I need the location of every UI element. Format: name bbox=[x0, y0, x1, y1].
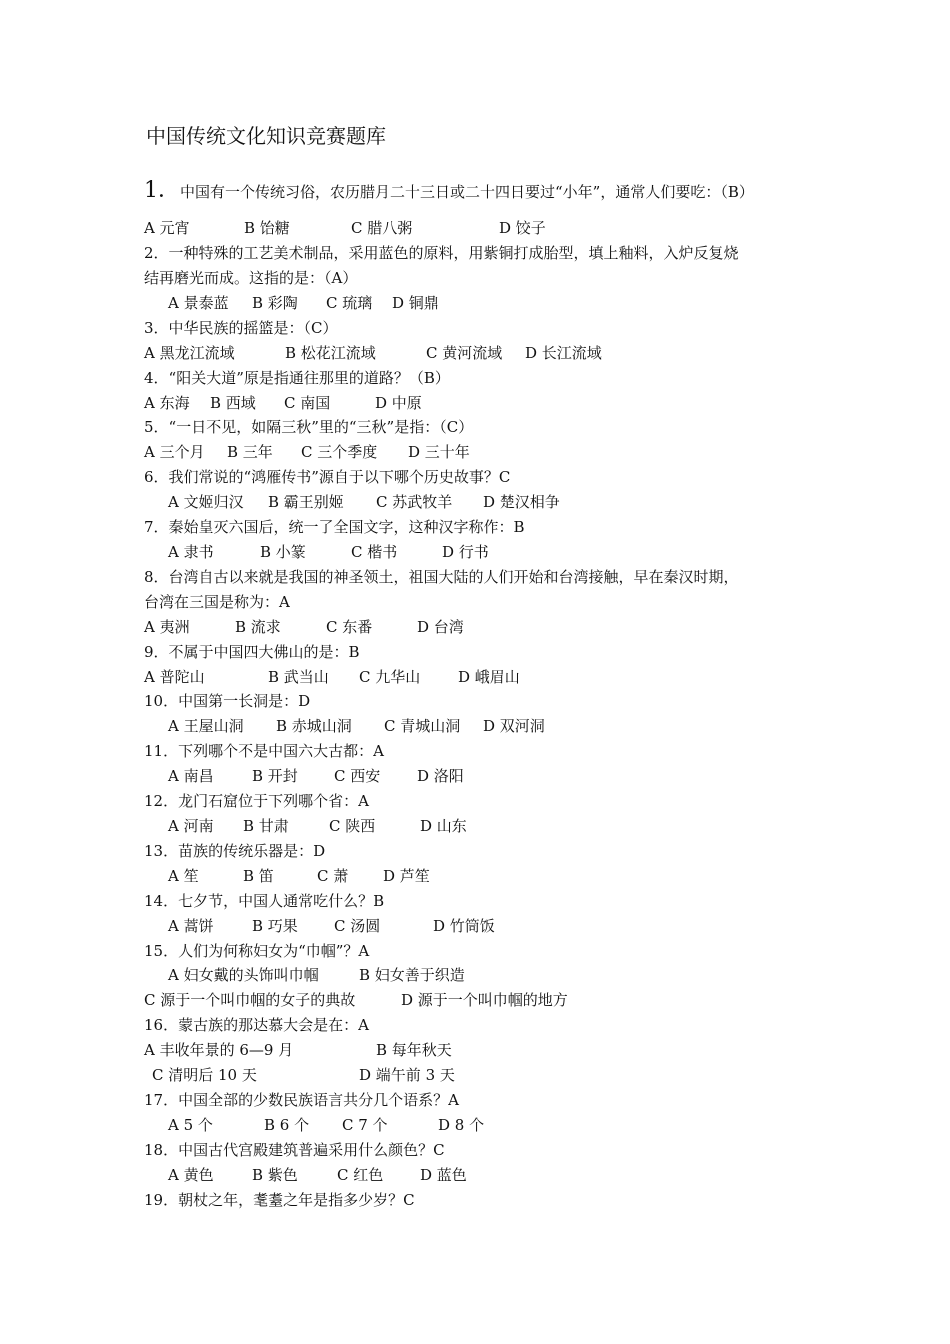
answer-option: B 开封 bbox=[252, 767, 298, 785]
answer-option: B 彩陶 bbox=[252, 294, 298, 312]
answer-option: C 三个季度 bbox=[301, 443, 378, 461]
question-text: 7．秦始皇灭六国后，统一了全国文字，这种汉字称作：B bbox=[144, 518, 525, 536]
question-text: 结再磨光而成。这指的是：（A） bbox=[144, 269, 358, 287]
answer-option: C 汤圆 bbox=[334, 917, 381, 935]
answer-option: D 三十年 bbox=[408, 443, 470, 461]
answer-option: D 楚汉相争 bbox=[483, 493, 560, 511]
answer-option: D 中原 bbox=[375, 394, 422, 412]
answer-option: A 景泰蓝 bbox=[168, 294, 229, 312]
answer-option: A 黄色 bbox=[168, 1166, 214, 1184]
answer-option: D 山东 bbox=[420, 817, 467, 835]
answer-option: A 丰收年景的 6—9 月 bbox=[144, 1041, 294, 1059]
answer-option: A 文姬归汉 bbox=[168, 493, 244, 511]
question-text: 9．不属于中国四大佛山的是：B bbox=[144, 643, 360, 661]
answer-option: C 萧 bbox=[317, 867, 349, 885]
answer-option: C 西安 bbox=[334, 767, 381, 785]
answer-option: A 南昌 bbox=[168, 767, 214, 785]
answer-option: C 南国 bbox=[284, 394, 331, 412]
answer-option: B 赤城山洞 bbox=[276, 717, 352, 735]
answer-option: D 竹筒饭 bbox=[433, 917, 495, 935]
question-1 bbox=[144, 176, 754, 207]
answer-option: C 苏武牧羊 bbox=[376, 493, 453, 511]
answer-option: D 长江流域 bbox=[525, 344, 602, 362]
answer-option: C 陕西 bbox=[329, 817, 376, 835]
question-text: 4．“阳关大道”原是指通往那里的道路？（B） bbox=[144, 369, 450, 387]
answer-option: C 7 个 bbox=[342, 1116, 388, 1134]
answer-option: B 6 个 bbox=[264, 1116, 310, 1134]
question-text: 中国有一个传统习俗，农历腊月二十三日或二十四日要过“小年”，通常人们要吃：（B） bbox=[180, 183, 754, 201]
answer-option: A 王屋山洞 bbox=[168, 717, 244, 735]
answer-option: B 西域 bbox=[210, 394, 256, 412]
question-text: 8．台湾自古以来就是我国的神圣领土，祖国大陆的人们开始和台湾接触，早在秦汉时期， bbox=[144, 568, 739, 586]
answer-option: A 妇女戴的头饰叫巾帼 bbox=[168, 966, 319, 984]
answer-option: B 每年秋天 bbox=[376, 1041, 452, 1059]
answer-option: D 8 个 bbox=[438, 1116, 485, 1134]
answer-option: B 妇女善于织造 bbox=[359, 966, 465, 984]
answer-option: C 腊八粥 bbox=[351, 219, 413, 237]
answer-option: C 黄河流域 bbox=[426, 344, 503, 362]
answer-option: D 芦笙 bbox=[383, 867, 430, 885]
question-text: 15．人们为何称妇女为“巾帼”？A bbox=[144, 942, 370, 960]
question-number: 1． bbox=[144, 178, 180, 203]
answer-option: A 黑龙江流域 bbox=[144, 344, 235, 362]
answer-option: D 端午前 3 天 bbox=[359, 1066, 455, 1084]
question-text: 11．下列哪个不是中国六大古都：A bbox=[144, 742, 384, 760]
answer-option: C 东番 bbox=[326, 618, 373, 636]
question-text: 2．一种特殊的工艺美术制品，采用蓝色的原料，用紫铜打成胎型，填上釉料，入炉反复烧 bbox=[144, 244, 739, 262]
question-text: 5．“一日不见，如隔三秋”里的“三秋”是指：（C） bbox=[144, 418, 474, 436]
answer-option: D 饺子 bbox=[499, 219, 546, 237]
answer-option: C 源于一个叫巾帼的女子的典故 bbox=[144, 991, 356, 1009]
answer-option: B 小篆 bbox=[260, 543, 306, 561]
answer-option: D 铜鼎 bbox=[392, 294, 439, 312]
answer-option: B 饴糖 bbox=[244, 219, 290, 237]
answer-option: C 清明后 10 天 bbox=[152, 1066, 257, 1084]
answer-option: B 甘肃 bbox=[243, 817, 289, 835]
answer-option: D 蓝色 bbox=[420, 1166, 467, 1184]
answer-option: A 蒿饼 bbox=[168, 917, 214, 935]
document-title: 中国传统文化知识竞赛题库 bbox=[146, 124, 386, 148]
answer-option: A 东海 bbox=[144, 394, 190, 412]
question-text: 12．龙门石窟位于下列哪个省：A bbox=[144, 792, 369, 810]
question-text: 13．苗族的传统乐器是：D bbox=[144, 842, 326, 860]
answer-option: B 紫色 bbox=[252, 1166, 298, 1184]
answer-option: A 元宵 bbox=[144, 219, 190, 237]
question-text: 10．中国第一长洞是：D bbox=[144, 692, 311, 710]
answer-option: D 洛阳 bbox=[417, 767, 464, 785]
answer-option: B 笛 bbox=[243, 867, 274, 885]
question-text: 3．中华民族的摇篮是：（C） bbox=[144, 319, 338, 337]
answer-option: A 隶书 bbox=[168, 543, 214, 561]
answer-option: A 夷洲 bbox=[144, 618, 190, 636]
answer-option: C 琉璃 bbox=[326, 294, 373, 312]
answer-option: C 九华山 bbox=[359, 668, 421, 686]
answer-option: B 松花江流域 bbox=[285, 344, 376, 362]
answer-option: C 楷书 bbox=[351, 543, 398, 561]
answer-option: B 武当山 bbox=[268, 668, 329, 686]
answer-option: B 巧果 bbox=[252, 917, 298, 935]
answer-option: C 青城山洞 bbox=[384, 717, 461, 735]
question-text: 6．我们常说的“鸿雁传书”源自于以下哪个历史故事？C bbox=[144, 468, 511, 486]
answer-option: D 双河洞 bbox=[483, 717, 545, 735]
question-text: 18．中国古代宫殿建筑普遍采用什么颜色？C bbox=[144, 1141, 445, 1159]
answer-option: C 红色 bbox=[337, 1166, 384, 1184]
question-text: 16．蒙古族的那达慕大会是在：A bbox=[144, 1016, 369, 1034]
answer-option: A 三个月 bbox=[144, 443, 205, 461]
question-text: 17．中国全部的少数民族语言共分几个语系？A bbox=[144, 1091, 459, 1109]
question-text: 台湾在三国是称为：A bbox=[144, 593, 290, 611]
answer-option: D 台湾 bbox=[417, 618, 464, 636]
question-text: 14．七夕节，中国人通常吃什么？B bbox=[144, 892, 385, 910]
answer-option: B 三年 bbox=[227, 443, 273, 461]
answer-option: D 行书 bbox=[442, 543, 489, 561]
answer-option: B 霸王别姬 bbox=[268, 493, 344, 511]
answer-option: A 普陀山 bbox=[144, 668, 205, 686]
answer-option: A 河南 bbox=[168, 817, 214, 835]
answer-option: A 笙 bbox=[168, 867, 199, 885]
answer-option: D 源于一个叫巾帼的地方 bbox=[401, 991, 568, 1009]
answer-option: B 流求 bbox=[235, 618, 281, 636]
answer-option: A 5 个 bbox=[168, 1116, 213, 1134]
answer-option: D 峨眉山 bbox=[458, 668, 520, 686]
question-text: 19．朝杖之年，耄耋之年是指多少岁？C bbox=[144, 1191, 415, 1209]
